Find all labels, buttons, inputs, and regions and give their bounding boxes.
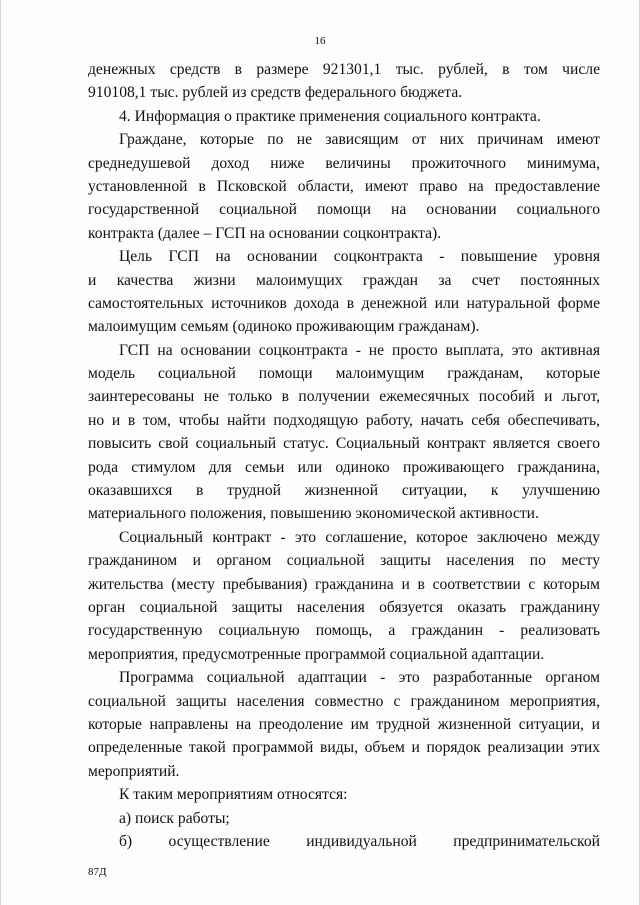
text-line: 910108,1 тыс. рублей из средств федерального бюджета. xyxy=(88,84,463,102)
text-line: но и в том, чтобы найти подходящую работу, начать себя обеспечивать, xyxy=(88,411,600,429)
text-line: мероприятий. xyxy=(88,762,180,780)
text-line: орган социальной защиты населения обязуется оказать гражданину xyxy=(88,598,600,616)
text-line: контракта (далее – ГСП на основании соцконтракта). xyxy=(88,224,442,242)
text-line: малоимущим семьям (одиноко проживающим гражданам). xyxy=(88,318,480,336)
text-line: которые направлены на преодоление им трудной жизненной ситуации, и xyxy=(88,715,600,733)
text-line: ГСП на основании соцконтракта - не просто выплата, это активная xyxy=(119,341,600,359)
text-line: государственную социальную помощь, а гражданин - реализовать xyxy=(88,622,600,640)
text-line: повысить свой социальный статус. Социальный контракт является своего xyxy=(88,435,600,453)
text-line: материального положения, повышению экономической активности. xyxy=(88,505,539,523)
text-line: модель социальной помощи малоимущим гражданам, которые xyxy=(88,365,600,383)
text-line: среднедушевой доход ниже величины прожиточного минимума, xyxy=(88,154,600,172)
text-line: Программа социальной адаптации - это разработанные органом xyxy=(119,669,600,687)
text-line: Социальный контракт - это соглашение, которое заключено между xyxy=(119,528,600,546)
text-line: мероприятия, предусмотренные программой социальной адаптации. xyxy=(88,645,545,663)
text-line: социальной защиты населения совместно с гражданином мероприятия, xyxy=(88,692,600,710)
text-line: оказавшихся в трудной жизненной ситуации, к улучшению xyxy=(88,482,600,500)
text-line: определенные такой программой виды, объем и порядок реализации этих xyxy=(88,739,600,757)
text-line: гражданином и органом социальной защиты населения по месту xyxy=(88,552,600,570)
text-line: и качества жизни малоимущих граждан за счет постоянных xyxy=(88,271,600,289)
text-line: установленной в Псковской области, имеют право на предоставление xyxy=(88,177,600,195)
page-number: 16 xyxy=(314,35,326,47)
text-line: рода стимулом для семьи или одиноко проживающего гражданина, xyxy=(88,458,600,476)
text-line: Граждане, которые по не зависящим от них причинам имеют xyxy=(119,131,600,149)
text-line: самостоятельных источников дохода в денежной или натуральной форме xyxy=(88,294,600,312)
text-line: К таким мероприятиям относятся: xyxy=(119,786,348,804)
text-line: а) поиск работы; xyxy=(119,809,230,827)
text-line: денежных средств в размере 921301,1 тыс. рублей, в том числе xyxy=(88,61,600,78)
footer-code: 87Д xyxy=(88,866,107,878)
text-line: жительства (месту пребывания) гражданина и в соответствии с которым xyxy=(88,575,600,593)
scan-edge-left xyxy=(0,0,1,905)
text-line: б) осуществление индивидуальной предпринимательской xyxy=(119,832,600,850)
text-line: 4. Информация о практике применения социального контракта. xyxy=(119,107,541,125)
text-line: заинтересованы не только в получении ежемесячных пособий и льгот, xyxy=(88,388,600,406)
text-line: Цель ГСП на основании соцконтракта - повышение уровня xyxy=(119,248,600,266)
text-line: государственной социальной помощи на основании социального xyxy=(88,201,600,219)
document-body xyxy=(88,58,600,853)
